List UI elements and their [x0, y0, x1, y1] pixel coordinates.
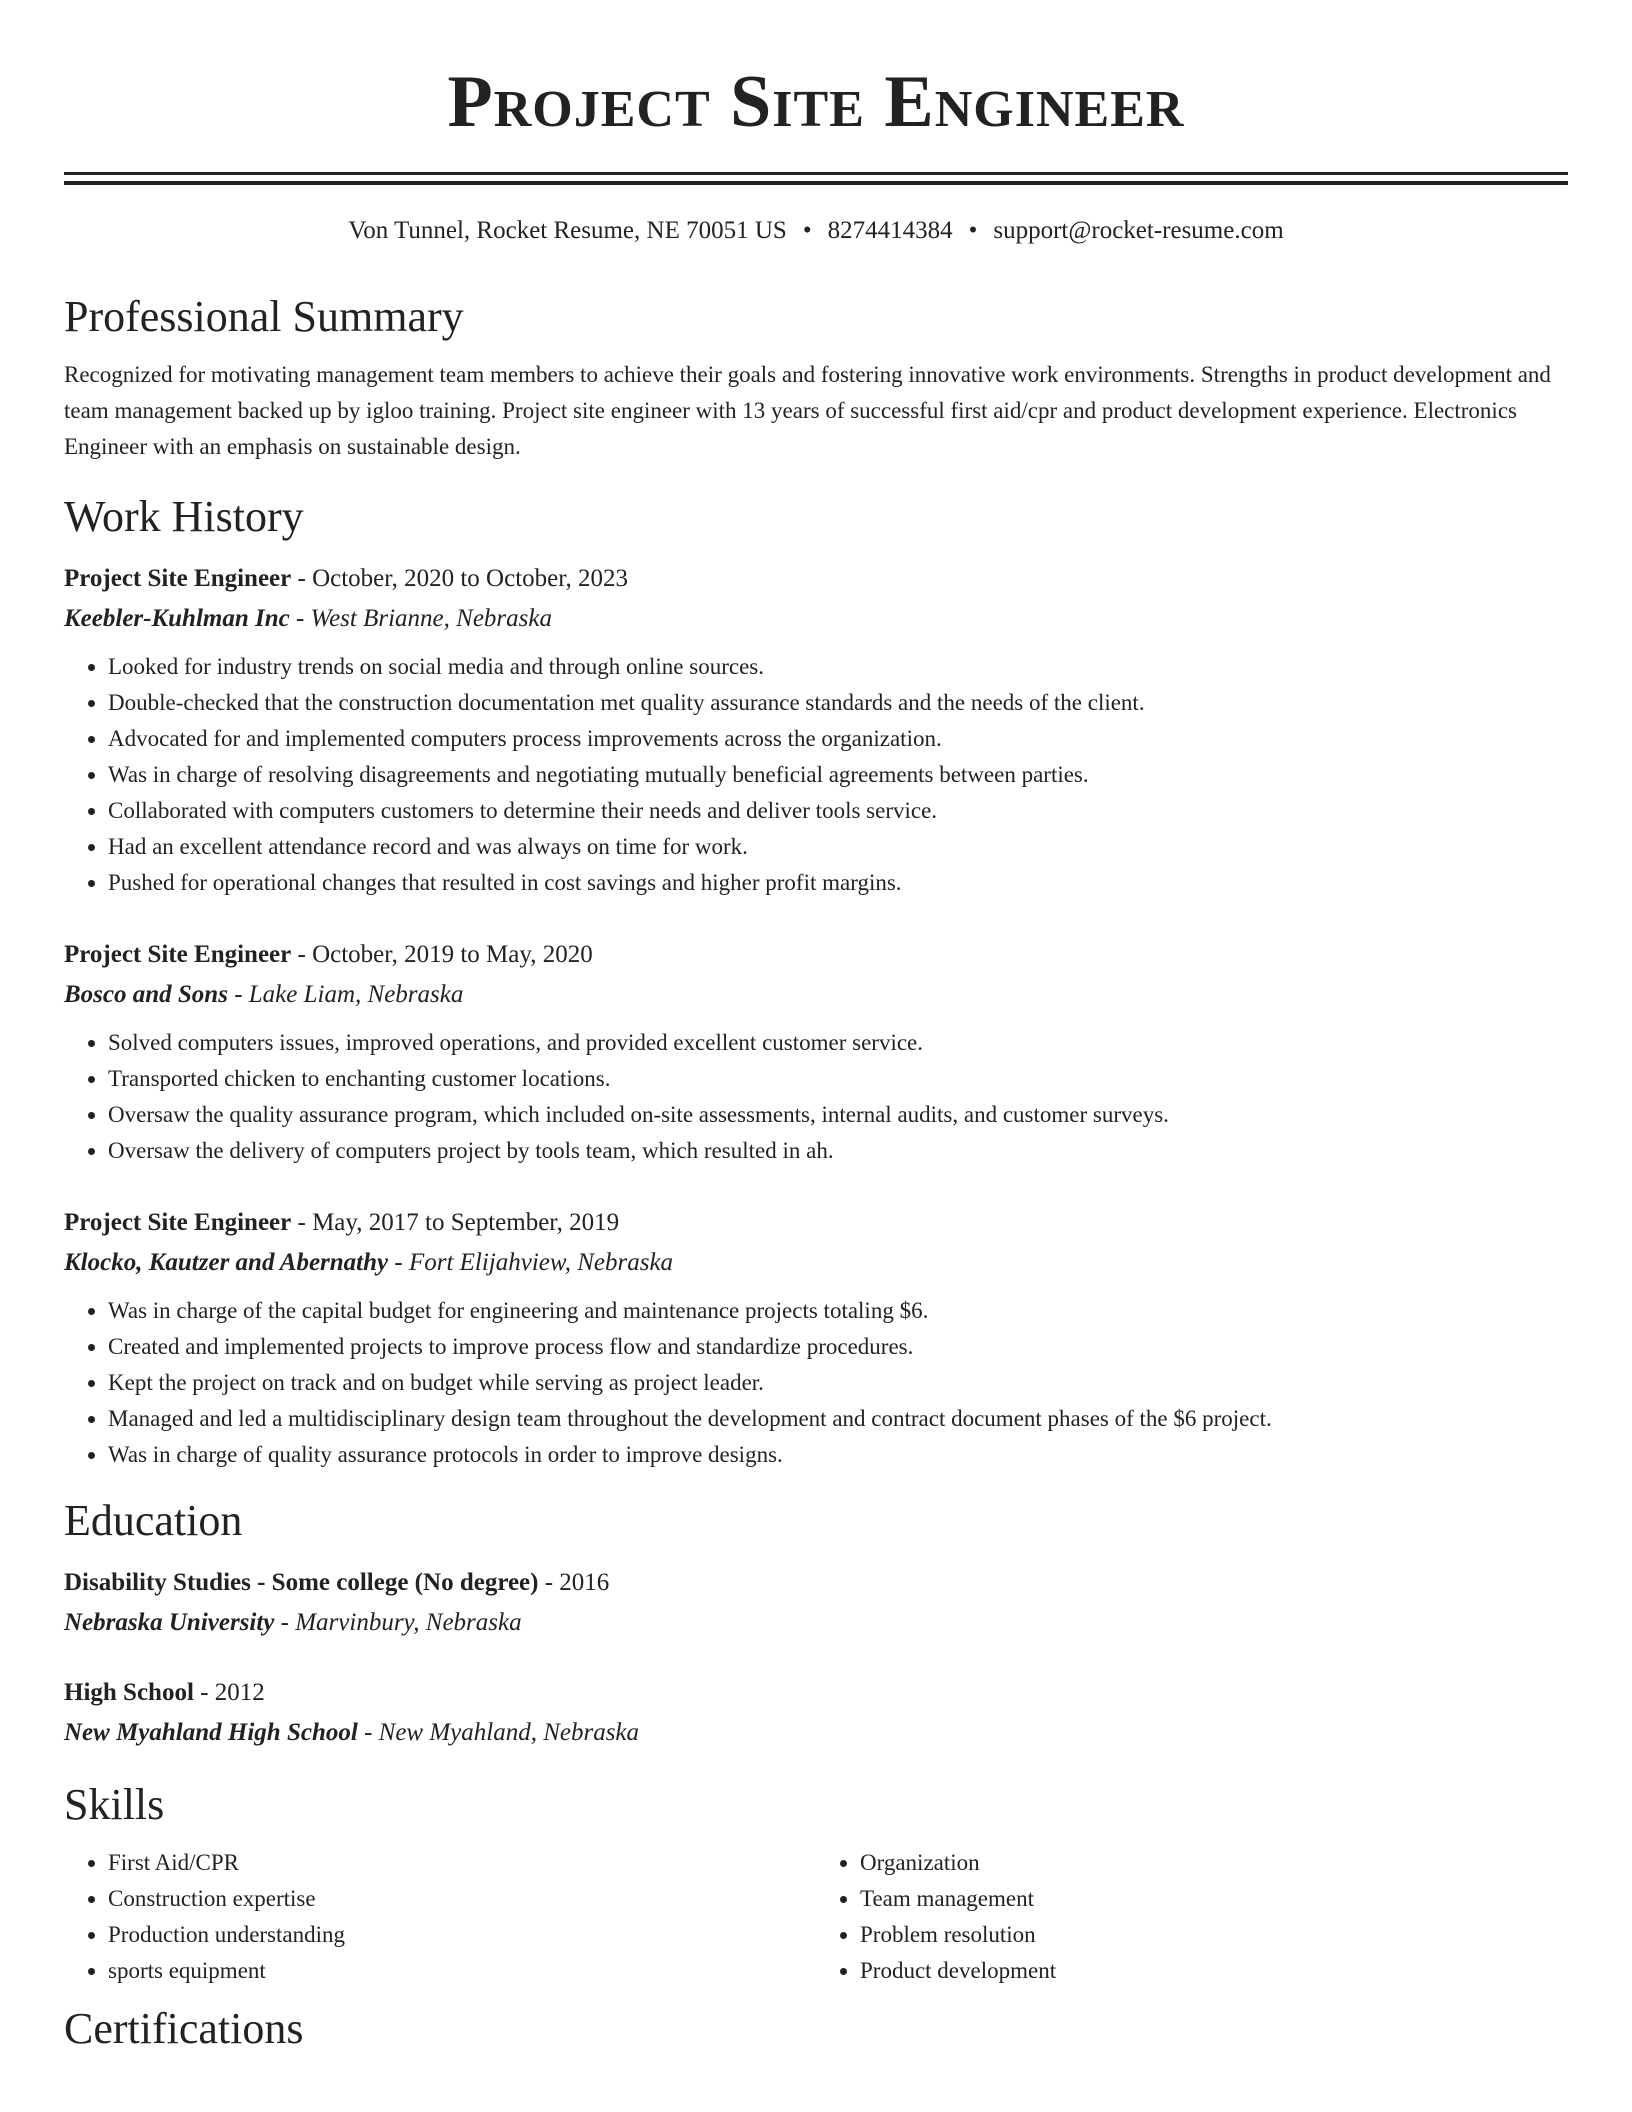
education-degree-line: [64, 1563, 1568, 1603]
list-item: • Organization: [860, 1845, 1568, 1881]
contact-separator: •: [802, 217, 812, 244]
education-school: New Myahland High School: [64, 1719, 358, 1746]
job-title: Project Site Engineer: [64, 565, 292, 592]
list-item: • Product development: [860, 1953, 1568, 1989]
skills-columns: [64, 1845, 1568, 1989]
certifications-heading: Certifications: [64, 2004, 304, 2053]
list-item: • Was in charge of the capital budget for engineering and maintenance projects totaling $6.: [108, 1293, 1568, 1329]
education-school-line: [64, 1713, 1568, 1753]
education-degree-line: [64, 1673, 1568, 1713]
job-duties: [64, 649, 1568, 901]
contact-address: Von Tunnel, Rocket Resume, NE 70051 US: [348, 217, 787, 244]
skills-list-right: [816, 1845, 1568, 1989]
education-heading: Education: [64, 1496, 243, 1545]
list-item: • Was in charge of resolving disagreements and negotiating mutually beneficial agreements between parties.: [108, 757, 1568, 793]
page-title: Project Site Engineer: [447, 61, 1185, 143]
summary-heading: Professional Summary: [64, 292, 464, 341]
contact-phone: 8274414384: [827, 217, 953, 244]
list-item: • Pushed for operational changes that resulted in cost savings and higher profit margins.: [108, 865, 1568, 901]
list-item: • Oversaw the delivery of computers project by tools team, which resulted in ah.: [108, 1133, 1568, 1169]
list-item: • First Aid/CPR: [108, 1845, 816, 1881]
job-heading: [64, 1203, 1568, 1243]
list-item: • Problem resolution: [860, 1917, 1568, 1953]
list-item: • Oversaw the quality assurance program, which included on-site assessments, internal audits, and customer surveys.: [108, 1097, 1568, 1133]
job-entry: [64, 559, 1568, 901]
list-item: • Solved computers issues, improved operations, and provided excellent customer service.: [108, 1025, 1568, 1061]
list-item: • Team management: [860, 1881, 1568, 1917]
education-year: - 2016: [538, 1569, 610, 1596]
summary-text: Recognized for motivating management team members to achieve their goals and fostering innovative work environments. Strengths in product development and team management backed up by igloo training. Project site engineer with 13 years of successful first aid/cpr and product development experience. Electronics Engineer with an emphasis on sustainable design.: [64, 362, 1551, 459]
job-entry: [64, 935, 1568, 1169]
education-location: - New Myahland, Nebraska: [357, 1719, 640, 1746]
skills-list-left: [64, 1845, 816, 1989]
list-item: • Collaborated with computers customers to determine their needs and deliver tools service.: [108, 793, 1568, 829]
list-item: • Managed and led a multidisciplinary design team throughout the development and contract document phases of the $6 project.: [108, 1401, 1568, 1437]
education-entry: [64, 1673, 1568, 1753]
education-degree: Disability Studies - Some college (No degree): [64, 1569, 539, 1596]
job-employer: [64, 1243, 1568, 1283]
list-item: • Advocated for and implemented computers process improvements across the organization.: [108, 721, 1568, 757]
list-item: • sports equipment: [108, 1953, 816, 1989]
job-company: Klocko, Kautzer and Abernathy: [64, 1249, 389, 1276]
education-school: Nebraska University: [64, 1609, 275, 1636]
contact-line: [64, 215, 1568, 247]
list-item: • Looked for industry trends on social media and through online sources.: [108, 649, 1568, 685]
title-divider: [64, 172, 1568, 175]
job-heading: [64, 935, 1568, 975]
job-dates: - October, 2020 to October, 2023: [291, 565, 629, 592]
list-item: • Had an excellent attendance record and was always on time for work.: [108, 829, 1568, 865]
education-degree: High School: [64, 1679, 194, 1706]
contact-email: support@rocket-resume.com: [993, 217, 1284, 244]
job-company: Keebler-Kuhlman Inc: [64, 605, 290, 632]
list-item: • Was in charge of quality assurance protocols in order to improve designs.: [108, 1437, 1568, 1473]
job-location: - Fort Elijahview, Nebraska: [388, 1249, 674, 1276]
job-title: Project Site Engineer: [64, 1209, 292, 1236]
education-location: - Marvinbury, Nebraska: [274, 1609, 522, 1636]
list-item: • Construction expertise: [108, 1881, 816, 1917]
list-item: • Kept the project on track and on budget while serving as project leader.: [108, 1365, 1568, 1401]
job-dates: - May, 2017 to September, 2019: [291, 1209, 620, 1236]
education-year: - 2012: [193, 1679, 265, 1706]
title-divider-lower: [64, 181, 1568, 185]
job-entry: [64, 1203, 1568, 1473]
job-employer: [64, 599, 1568, 639]
list-item: • Created and implemented projects to improve process flow and standardize procedures.: [108, 1329, 1568, 1365]
job-heading: [64, 559, 1568, 599]
job-location: - Lake Liam, Nebraska: [227, 981, 464, 1008]
job-duties: [64, 1293, 1568, 1473]
skills-heading: Skills: [64, 1780, 165, 1829]
contact-separator: •: [968, 217, 978, 244]
work-history-heading: Work History: [64, 492, 304, 541]
job-dates: - October, 2019 to May, 2020: [291, 941, 593, 968]
education-entry: [64, 1563, 1568, 1643]
job-employer: [64, 975, 1568, 1015]
job-duties: [64, 1025, 1568, 1169]
list-item: • Double-checked that the construction documentation met quality assurance standards and the needs of the client.: [108, 685, 1568, 721]
job-title: Project Site Engineer: [64, 941, 292, 968]
job-location: - West Brianne, Nebraska: [289, 605, 552, 632]
list-item: • Production understanding: [108, 1917, 816, 1953]
job-company: Bosco and Sons: [64, 981, 228, 1008]
education-school-line: [64, 1603, 1568, 1643]
list-item: • Transported chicken to enchanting customer locations.: [108, 1061, 1568, 1097]
